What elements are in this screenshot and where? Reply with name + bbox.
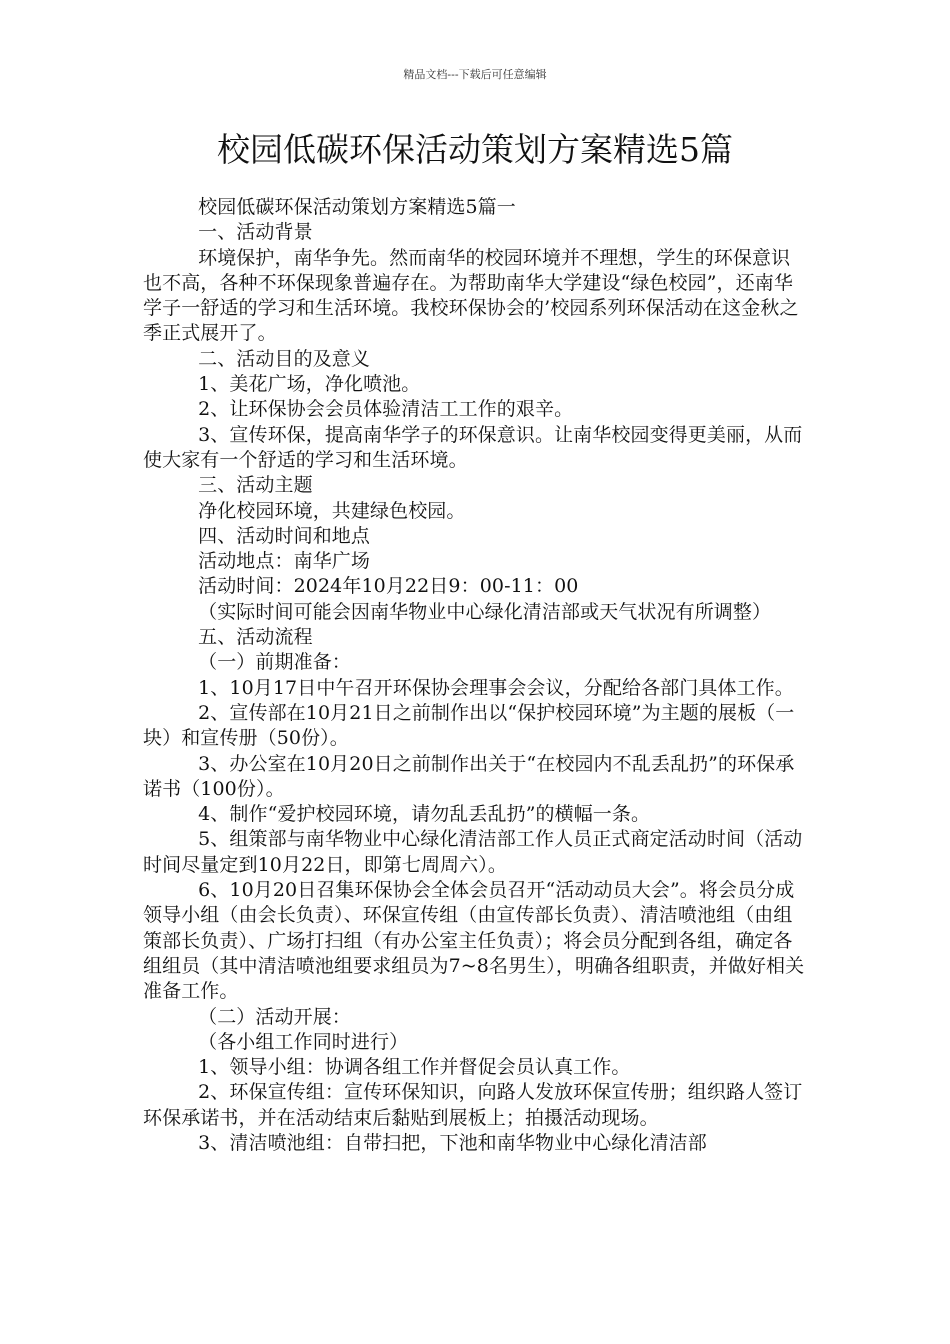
document-body bbox=[143, 195, 808, 1156]
section-heading-purpose: 二、活动目的及意义 bbox=[198, 347, 370, 370]
preparation-item-3: 3、办公室在10月20日之前制作出关于“在校园内不乱丢乱扔”的环保承诺书（100份）。 bbox=[143, 752, 795, 800]
activity-note: （各小组工作同时进行） bbox=[198, 1030, 409, 1053]
section-subtitle: 校园低碳环保活动策划方案精选5篇一 bbox=[198, 196, 516, 218]
section-heading-time-place: 四、活动时间和地点 bbox=[198, 524, 370, 547]
purpose-item-1: 1、美花广场，净化喷池。 bbox=[198, 373, 421, 396]
subheading-preparation: （一）前期准备： bbox=[198, 651, 351, 674]
purpose-item-3: 3、宣传环保，提高南华学子的环保意识。让南华校园变得更美丽，从而使大家有一个舒适的学习和生活环境。 bbox=[143, 423, 803, 471]
activity-time: 活动时间：2024年10月22日9：00-11：00 bbox=[198, 575, 579, 598]
subheading-activity: （二）活动开展： bbox=[198, 1005, 351, 1028]
preparation-item-6: 6、10月20日召集环保协会全体会员召开“活动动员大会”。将会员分成领导小组（由会长负责）、环保宣传组（由宣传部长负责）、清洁喷池组（由组策部长负责）、广场打扫组（有办公室主任负责）；将会员分配到各组，确定各组组员（其中清洁喷池组要求组员为7~8名男生），明确各组职责，并做好相关准备工作。 bbox=[143, 879, 805, 1003]
preparation-item-5: 5、组策部与南华物业中心绿化清洁部工作人员正式商定活动时间（活动时间尽量定到10月22日，即第七周周六）。 bbox=[143, 828, 803, 876]
section-heading-background: 一、活动背景 bbox=[198, 221, 313, 244]
purpose-item-2: 2、让环保协会会员体验清洁工工作的艰辛。 bbox=[198, 398, 574, 421]
activity-item-1: 1、领导小组：协调各组工作并督促会员认真工作。 bbox=[198, 1056, 631, 1079]
time-adjustment-note: （实际时间可能会因南华物业中心绿化清洁部或天气状况有所调整） bbox=[198, 600, 772, 623]
preparation-item-2: 2、宣传部在10月21日之前制作出以“保护校园环境”为主题的展板（一块）和宣传册（50份）。 bbox=[143, 701, 795, 750]
preparation-item-4: 4、制作“爱护校园环境，请勿乱丢乱扔”的横幅一条。 bbox=[198, 803, 651, 826]
page-header-note: 精品文档---下载后可任意编辑 bbox=[403, 68, 547, 81]
paragraph-background: 环境保护，南华争先。然而南华的校园环境并不理想，学生的环保意识也不高，各种不环保现象普遍存在。为帮助南华大学建设“绿色校园”，还南华学子一舒适的学习和生活环境。我校环保协会的’校园系列环保活动在这金秋之季正式展开了。 bbox=[143, 246, 799, 345]
preparation-item-1: 1、10月17日中午召开环保协会理事会会议，分配给各部门具体工作。 bbox=[198, 676, 794, 699]
document-title: 校园低碳环保活动策划方案精选5篇 bbox=[217, 130, 733, 169]
section-heading-theme: 三、活动主题 bbox=[198, 474, 313, 497]
section-heading-process: 五、活动流程 bbox=[198, 626, 313, 649]
activity-item-3: 3、清洁喷池组：自带扫把，下池和南华物业中心绿化清洁部 bbox=[198, 1131, 707, 1154]
activity-item-2: 2、环保宣传组：宣传环保知识，向路人发放环保宣传册；组织路人签订环保承诺书，并在活动结束后黏贴到展板上；拍摄活动现场。 bbox=[143, 1081, 803, 1129]
activity-location: 活动地点：南华广场 bbox=[198, 550, 370, 573]
paragraph-theme: 净化校园环境，共建绿色校园。 bbox=[198, 499, 466, 522]
